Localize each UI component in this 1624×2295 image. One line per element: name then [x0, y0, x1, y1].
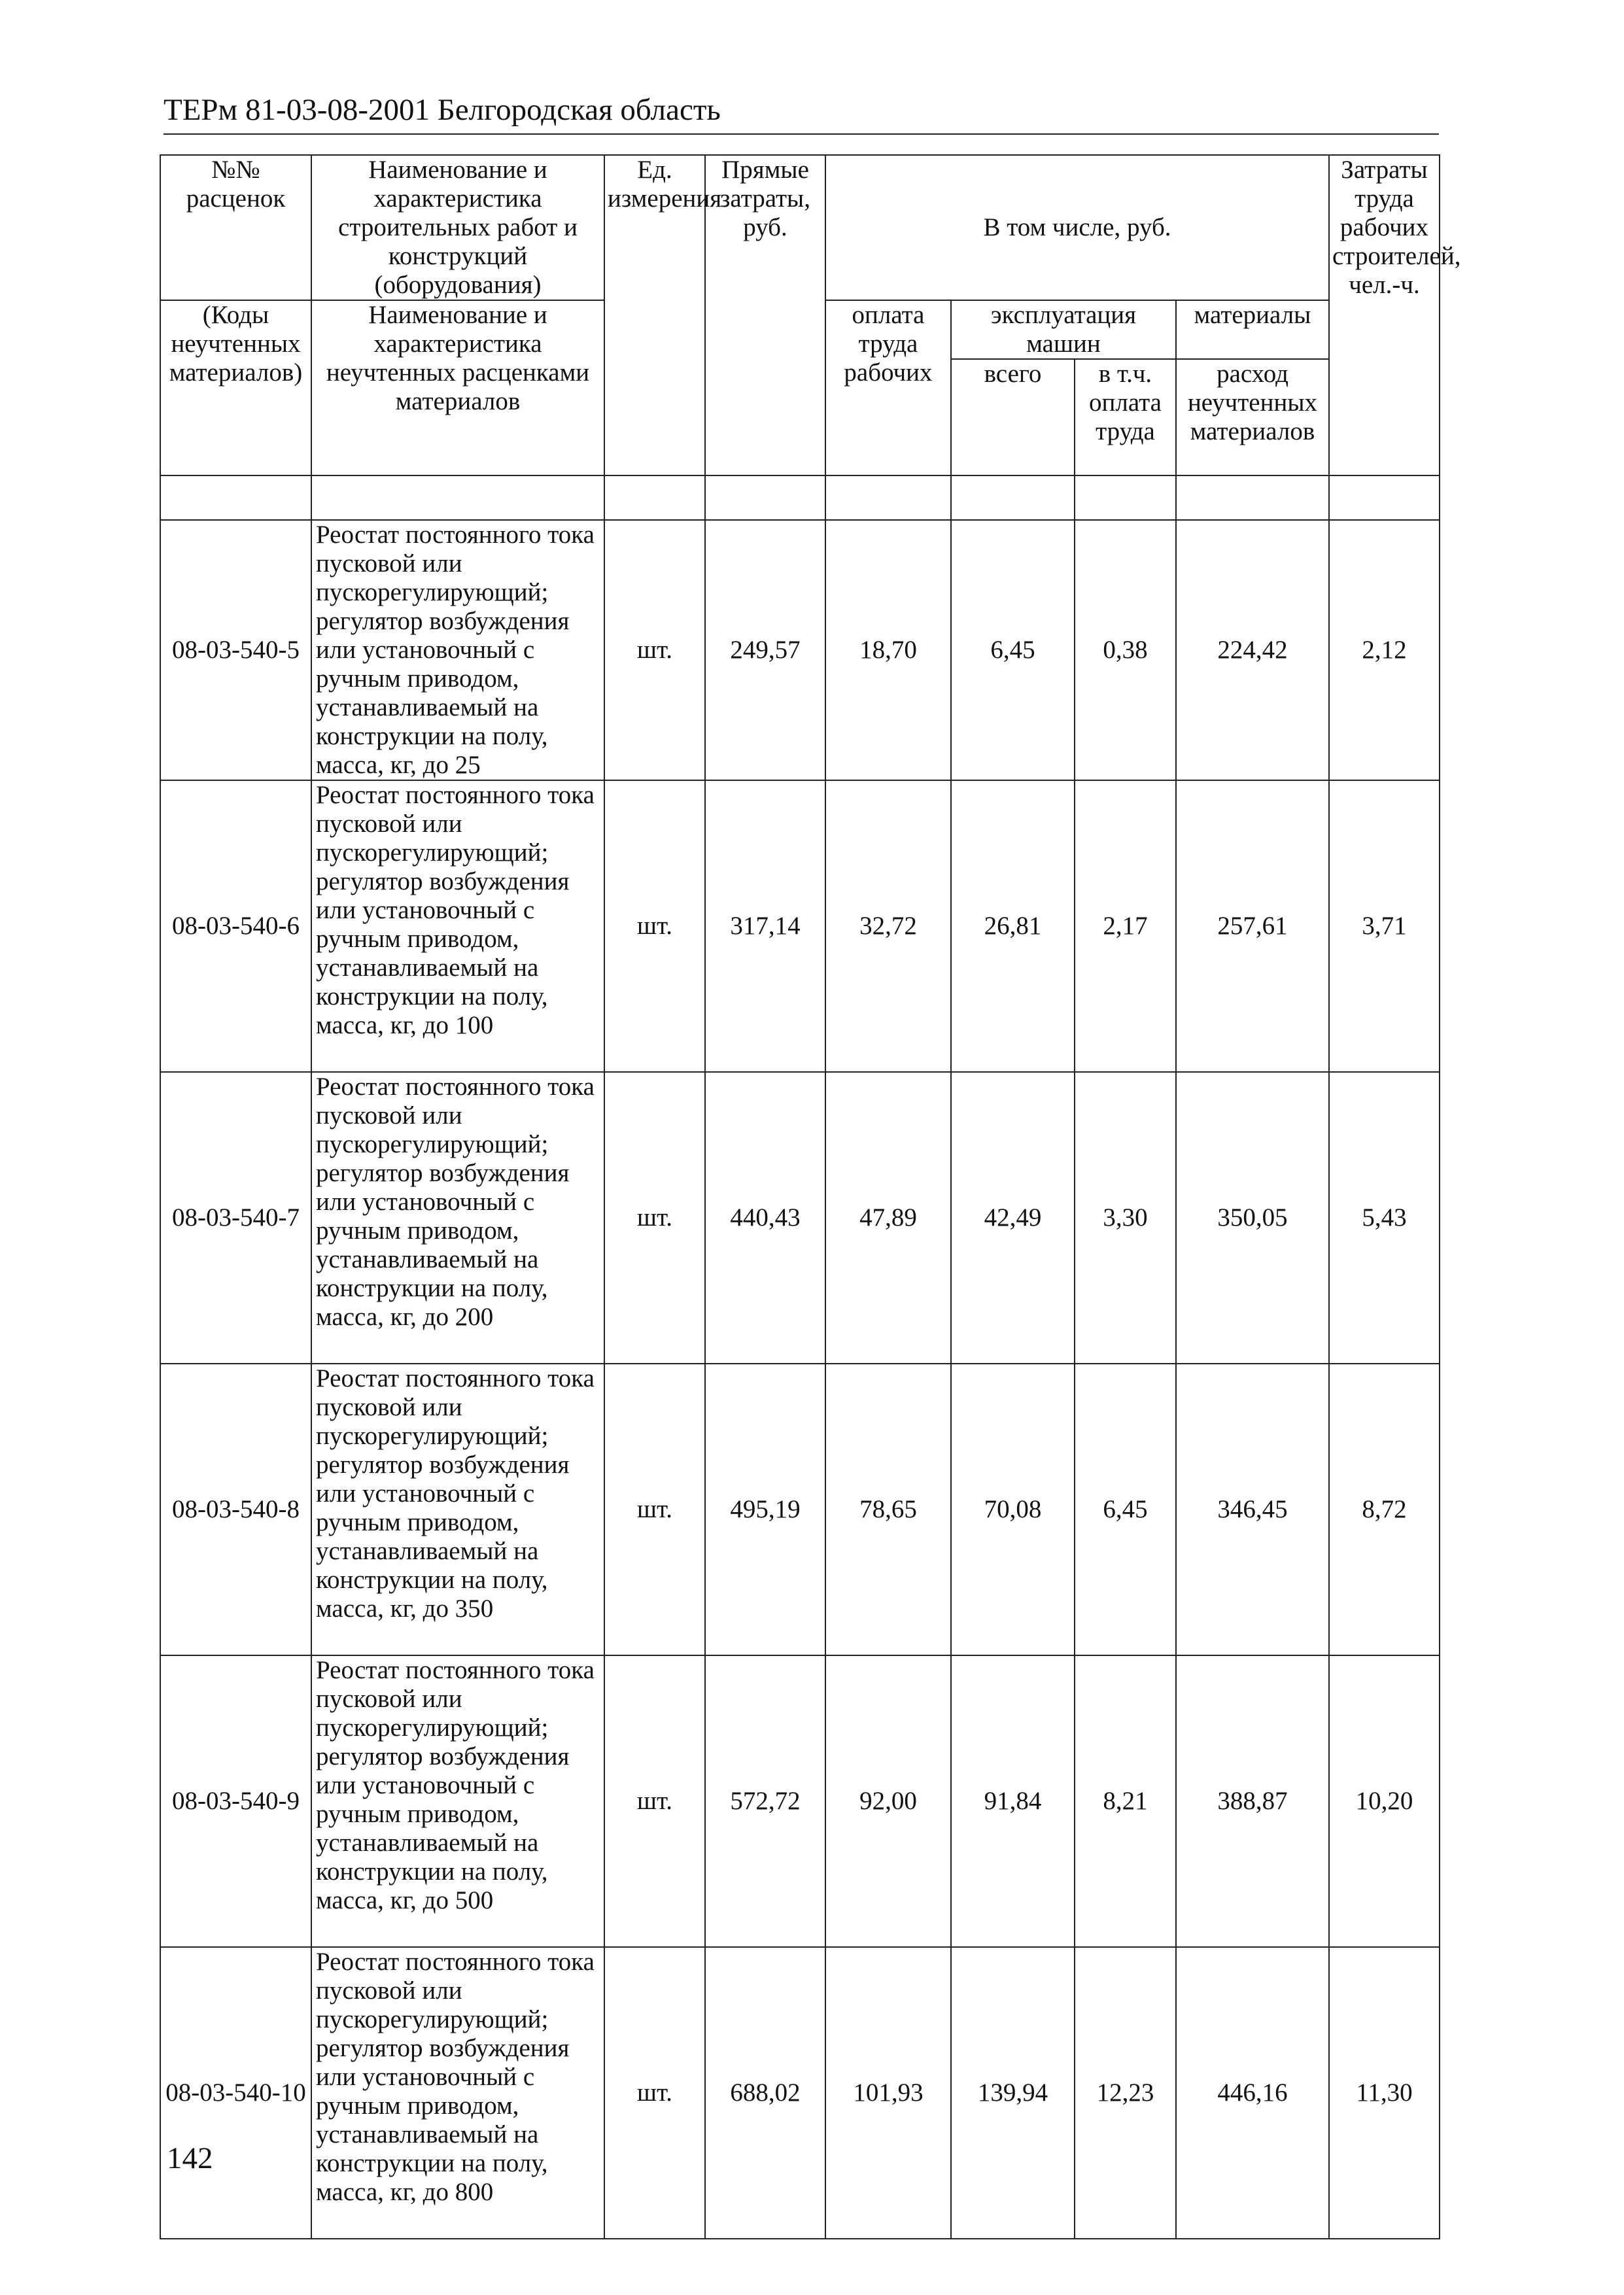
direct-costs-cell: 317,14	[705, 780, 825, 1072]
rate-code: 08-03-540-10	[160, 1947, 311, 2239]
machines-total-cell: 91,84	[951, 1655, 1075, 1947]
materials-cell: 350,05	[1176, 1072, 1329, 1364]
unit-cell: шт.	[604, 780, 705, 1072]
direct-costs-cell: 495,19	[705, 1364, 825, 1655]
rate-code: 08-03-540-7	[160, 1072, 311, 1364]
work-description: Реостат постоянного тока пусковой или пускорегулирующий; регулятор возбуждения или установочный с ручным приводом, устанавливаемый на конструкции на полу, масса, кг, до 100	[311, 780, 604, 1072]
wages-cell: 18,70	[825, 520, 951, 780]
work-description: Реостат постоянного тока пусковой или пускорегулирующий; регулятор возбуждения или установочный с ручным приводом, устанавливаемый на конструкции на полу, масса, кг, до 200	[311, 1072, 604, 1364]
rates-table	[160, 154, 1461, 2239]
work-description: Реостат постоянного тока пусковой или пускорегулирующий; регулятор возбуждения или установочный с ручным приводом, устанавливаемый на конструкции на полу, масса, кг, до 800	[311, 1947, 604, 2239]
wages-cell: 78,65	[825, 1364, 951, 1655]
header-spacer-row	[160, 475, 1440, 520]
materials-cell: 224,42	[1176, 520, 1329, 780]
labor-cell: 2,12	[1329, 520, 1440, 780]
table-row	[160, 1947, 1440, 2239]
header-name-unaccounted: Наименование и характеристика неучтенных расценками материалов	[311, 300, 604, 475]
machines-wages-cell: 0,38	[1075, 520, 1176, 780]
page-header	[164, 90, 1439, 135]
header-direct-costs: Прямые затраты, руб.	[705, 155, 825, 475]
direct-costs-cell: 249,57	[705, 520, 825, 780]
table-row	[160, 1072, 1440, 1364]
machines-total-cell: 42,49	[951, 1072, 1075, 1364]
header-code-unaccounted: (Коды неучтенных материалов)	[160, 300, 311, 475]
machines-wages-cell: 3,30	[1075, 1072, 1176, 1364]
table-row	[160, 1655, 1440, 1947]
header-row-1	[160, 155, 1440, 300]
rate-code: 08-03-540-9	[160, 1655, 311, 1947]
wages-cell: 47,89	[825, 1072, 951, 1364]
header-name: Наименование и характеристика строительных работ и конструкций (оборудования)	[311, 155, 604, 300]
machines-total-cell: 26,81	[951, 780, 1075, 1072]
labor-cell: 10,20	[1329, 1655, 1440, 1947]
header-code: №№ расценок	[160, 155, 311, 300]
rate-code: 08-03-540-5	[160, 520, 311, 780]
materials-cell: 446,16	[1176, 1947, 1329, 2239]
work-description: Реостат постоянного тока пусковой или пускорегулирующий; регулятор возбуждения или установочный с ручным приводом, устанавливаемый на конструкции на полу, масса, кг, до 25	[311, 520, 604, 780]
wages-cell: 92,00	[825, 1655, 951, 1947]
unit-cell: шт.	[604, 520, 705, 780]
unit-cell: шт.	[604, 1364, 705, 1655]
machines-total-cell: 70,08	[951, 1364, 1075, 1655]
machines-wages-cell: 6,45	[1075, 1364, 1176, 1655]
direct-costs-cell: 572,72	[705, 1655, 825, 1947]
direct-costs-cell: 688,02	[705, 1947, 825, 2239]
direct-costs-cell: 440,43	[705, 1072, 825, 1364]
labor-cell: 5,43	[1329, 1072, 1440, 1364]
machines-total-cell: 139,94	[951, 1947, 1075, 2239]
work-description: Реостат постоянного тока пусковой или пускорегулирующий; регулятор возбуждения или установочный с ручным приводом, устанавливаемый на конструкции на полу, масса, кг, до 500	[311, 1655, 604, 1947]
unit-cell: шт.	[604, 1655, 705, 1947]
header-unit: Ед. измерения	[604, 155, 705, 475]
labor-cell: 11,30	[1329, 1947, 1440, 2239]
header-machines: эксплуатация машин	[951, 300, 1176, 359]
rate-code: 08-03-540-8	[160, 1364, 311, 1655]
table-row	[160, 780, 1440, 1072]
table-row	[160, 1364, 1440, 1655]
materials-cell: 388,87	[1176, 1655, 1329, 1947]
machines-wages-cell: 2,17	[1075, 780, 1176, 1072]
materials-cell: 346,45	[1176, 1364, 1329, 1655]
labor-cell: 3,71	[1329, 780, 1440, 1072]
header-materials-unaccounted: расход неучтенных материалов	[1176, 359, 1329, 475]
header-including-group: В том числе, руб.	[825, 155, 1329, 300]
materials-cell: 257,61	[1176, 780, 1329, 1072]
machines-wages-cell: 8,21	[1075, 1655, 1176, 1947]
page-number: 142	[167, 2141, 213, 2175]
machines-total-cell: 6,45	[951, 520, 1075, 780]
wages-cell: 101,93	[825, 1947, 951, 2239]
header-machines-total: всего	[951, 359, 1075, 475]
header-materials: материалы	[1176, 300, 1329, 359]
header-wages: оплата труда рабочих	[825, 300, 951, 475]
rate-code: 08-03-540-6	[160, 780, 311, 1072]
labor-cell: 8,72	[1329, 1364, 1440, 1655]
wages-cell: 32,72	[825, 780, 951, 1072]
machines-wages-cell: 12,23	[1075, 1947, 1176, 2239]
header-machines-wages: в т.ч. оплата труда	[1075, 359, 1176, 475]
unit-cell: шт.	[604, 1947, 705, 2239]
document-title: ТЕРм 81-03-08-2001 Белгородская область	[164, 93, 721, 127]
work-description: Реостат постоянного тока пусковой или пускорегулирующий; регулятор возбуждения или установочный с ручным приводом, устанавливаемый на конструкции на полу, масса, кг, до 350	[311, 1364, 604, 1655]
table-row	[160, 520, 1440, 780]
header-labor: Затраты труда рабочих строителей, чел.-ч.	[1329, 155, 1440, 475]
unit-cell: шт.	[604, 1072, 705, 1364]
